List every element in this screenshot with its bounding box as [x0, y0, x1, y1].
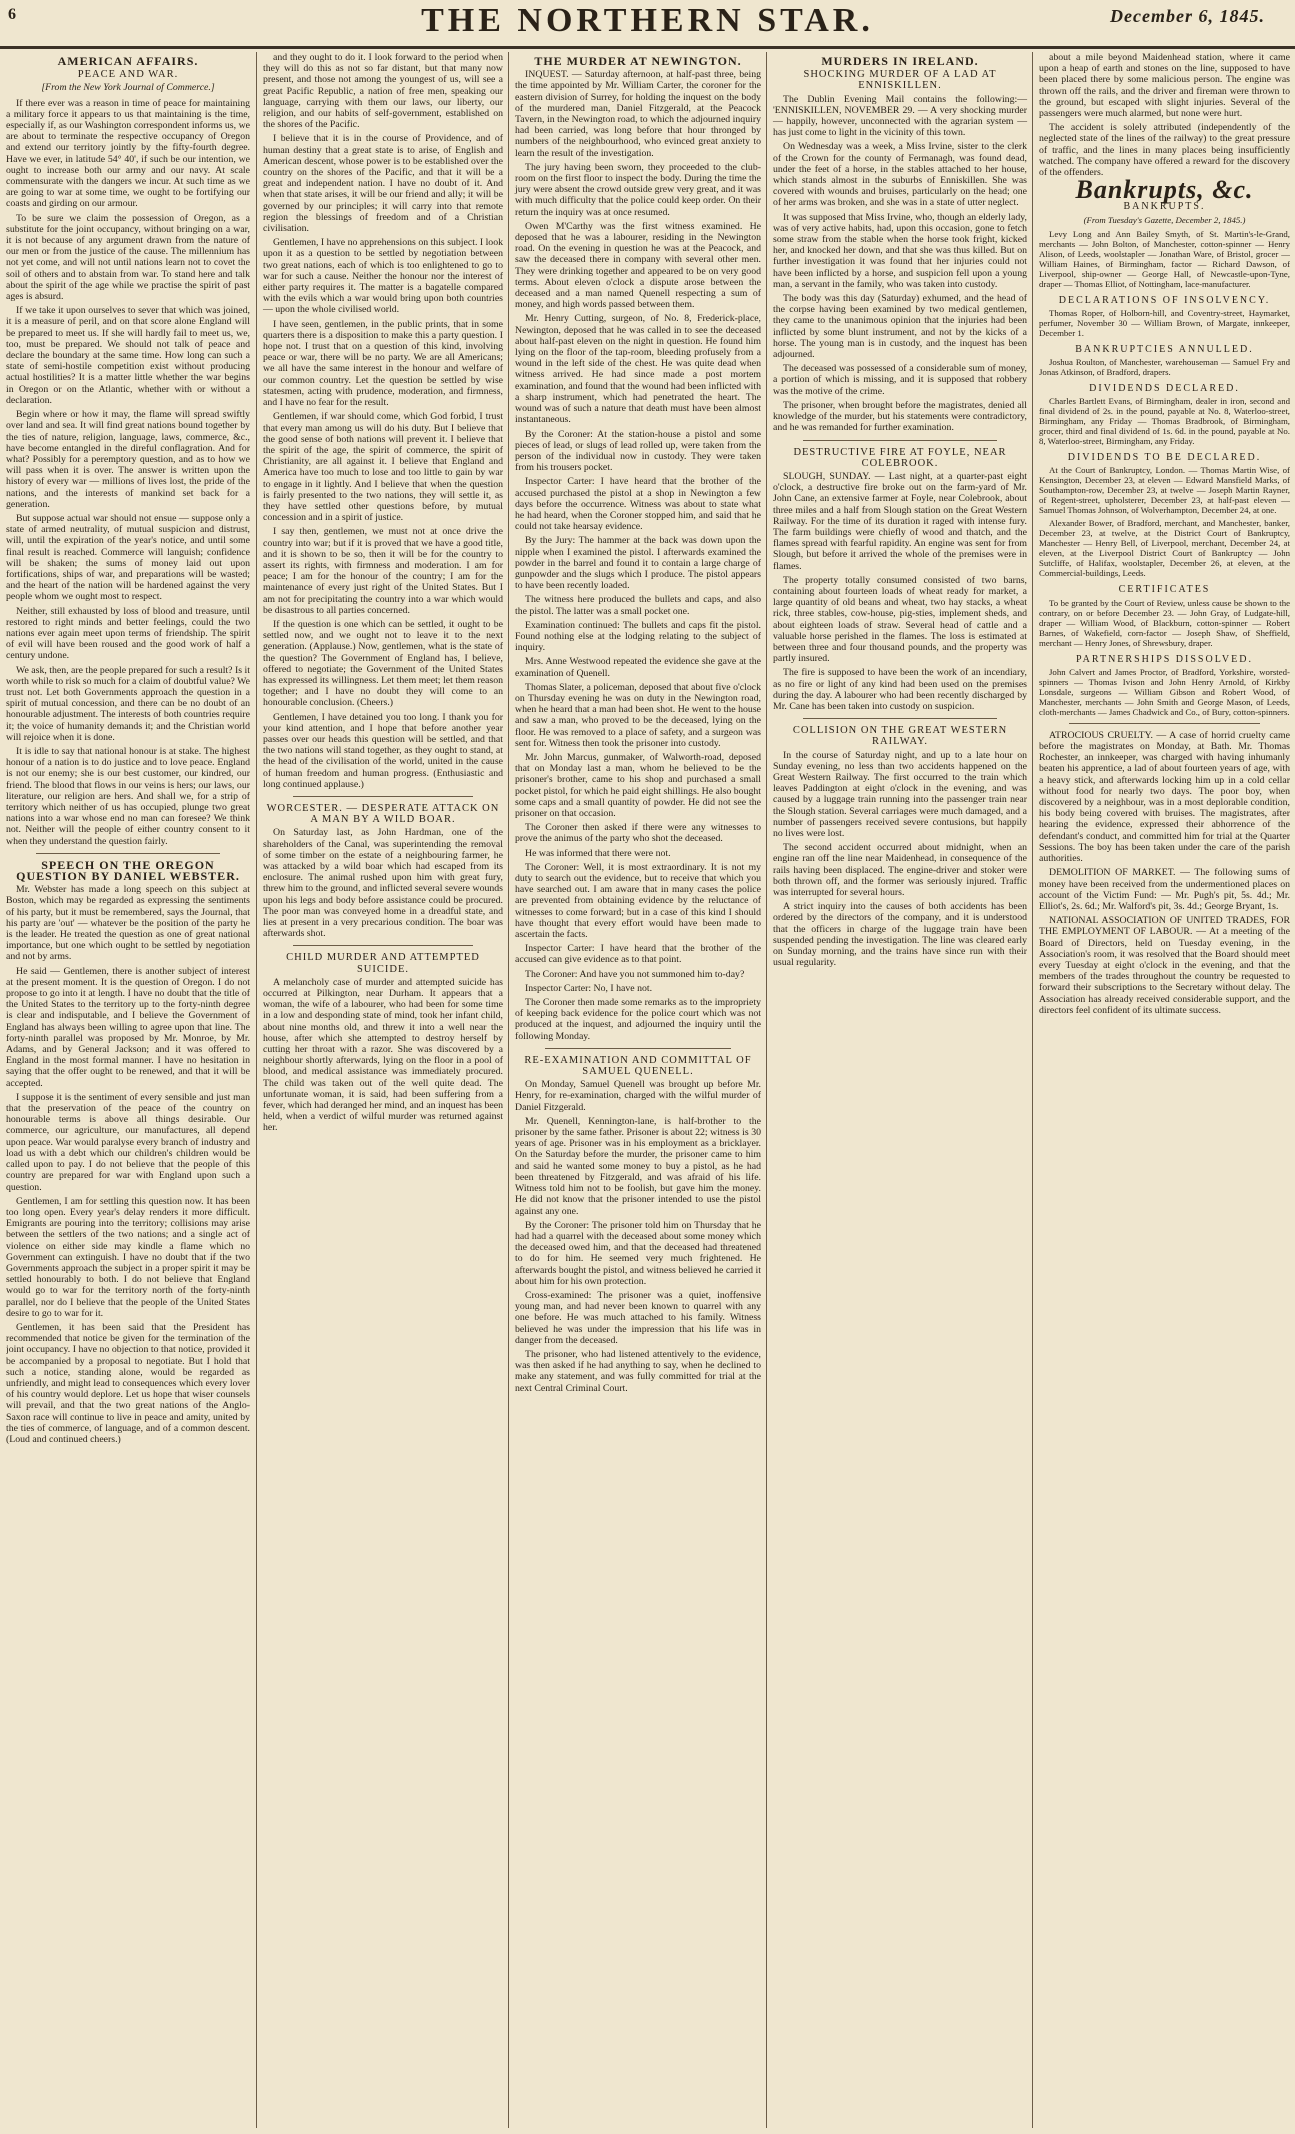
article-divider — [36, 853, 220, 854]
paragraph: Gentlemen, I am for settling this question now. It has been too long open. Every year's delay renders it more difficult. Emigrants are pouring into the territory; collisions may arise between the settlers of the two nations; and a single act of violence on either side may kindle a flame which no Government can extinguish. I have no doubt that if the two Governments approach the subject in a proper spirit it may be settled honourably to both. I do not believe that England would go to war for the territory north of the forty-ninth parallel, nor do I believe that the people of the United States desire to go to war for it. — [6, 1195, 250, 1319]
paragraph: Owen M'Carthy was the first witness examined. He deposed that he was a labourer, residing in the Newington road. On the evening in question he was at the Peacock, and saw the deceased there in company with several other men. They were drinking together and appeared to be on very good terms. About eleven o'clock a dispute arose between the deceased and a man named Quenell respecting a sum of money, and high words passed between them. — [515, 220, 761, 311]
section-subheading: DECLARATIONS OF INSOLVENCY. — [1058, 294, 1271, 306]
paragraph: The Coroner: Well, it is most extraordinary. It is not my duty to search out the evidence, but to receive that which you have searched out. I am aware that in many cases the police are prevented from obtaining evidence by the reluctance of witnesses to come forward; but in a case of this kind I should have thought that every effort would have been made to ascertain the facts. — [515, 861, 761, 941]
section-heading-bankrupts: Bankrupts, &c. — [1075, 175, 1254, 205]
article-heading: DESTRUCTIVE FIRE AT FOYLE, NEAR COLEBROOK. — [793, 446, 1007, 469]
paragraph: But suppose actual war should not ensue — suppose only a state of armed neutrality, of mutual suspicion and distrust, will, until the expiration of the year's notice, and until some final result is reached. Commerce will languish; confidence will be shaken; the sums of money laid out upon fortifications, ships of war, and preparations will be wasted; and the heart of the nation will be hardened against the very people whom we ought most to respect. — [6, 512, 250, 603]
column-4 — [766, 52, 1033, 2128]
column-3 — [508, 52, 767, 2128]
paragraph: Mrs. Anne Westwood repeated the evidence she gave at the examination of Quenell. — [515, 656, 761, 679]
paragraph: Mr. Quenell, Kennington-lane, is half-brother to the prisoner by the same father. Prisoner is about 22; witness is 30 years of age. Prisoner was in his employment as a bricklayer. On the Saturday before the murder, the prisoner came to him and said he wanted some money to buy a pistol, as he had been threatened by Fitzgerald, and was afraid of his life. Witness told him not to be foolish, but gave him the money. He did not know that the prisoner intended to use the pistol against any one. — [515, 1115, 761, 1217]
paragraph: Inspector Carter: No, I have not. — [525, 982, 653, 994]
article-heading: MURDERS IN IRELAND. — [821, 54, 979, 68]
paragraph: INQUEST. — Saturday afternoon, at half-past three, being the time appointed by Mr. William Carter, the coroner for the eastern division of Surrey, for holding the inquest on the body of the murdered man, Daniel Fitzgerald, at the Peacock Tavern, in the Newington road, to which the adjourned inquiry had been carried, was long before that hour thronged by numbers of the neighbourhood, who evinced great anxiety to learn the result of the investigation. — [515, 69, 761, 159]
article-divider — [293, 945, 473, 946]
article-heading: RE-EXAMINATION AND COMMITTAL OF SAMUEL QUENELL. — [524, 1054, 752, 1078]
paragraph: To be granted by the Court of Review, unless cause be shown to the contrary, on or before December 23. — John Gray, of Ludgate-hill, draper — William Wood, of Blackburn, cotton-spinner — Robert Barnes, of Wakefield, corn-factor — Joseph Shaw, of Sheffield, merchant — Henry Jones, of Shrewsbury, draper. — [1039, 597, 1290, 648]
article-subheading: SHOCKING MURDER OF A LAD AT ENNISKILLEN. — [803, 69, 997, 92]
paragraph: Cross-examined: The prisoner was a quiet, inoffensive young man, and had never been known to quarrel with any one before. He was much attached to his family. Witness believed he was under the impression that his life was in danger from the deceased. — [515, 1289, 761, 1346]
paragraph: DEMOLITION OF MARKET. — The following sums of money have been received from the undermentioned places on account of the Victim Fund: — Mr. Pugh's pit, 5s. 4d.; Mr. Elliot's, 2s. 6d.; Mr. Walford's pit, 3s. 4d.; George Bryant, 1s. — [1039, 867, 1290, 912]
article-heading: AMERICAN AFFAIRS. — [57, 54, 199, 68]
paragraph: In the course of Saturday night, and up to a late hour on Sunday evening, no less than two accidents happened on the Great Western Railway. The first occurred to the train which leaves Paddington at eight o'clock in the evening, and was caused by a luggage train running into the passenger train near the Slough station. Several carriages were much damaged, and a number of passengers received severe contusions, but happily no lives were lost. — [773, 749, 1027, 839]
paragraph: I say then, gentlemen, we must not at once drive the country into war; but if it is proved that we have a good title, and it is shown to be so, then it will be for the country to assert its rights, with firmness and moderation. I am for peace; I am for the honour of the country; I am for the maintenance of every just right of the United States. But I am not for precipitating the country into a war which would be disastrous to all parties concerned. — [263, 526, 503, 616]
article-divider — [803, 440, 997, 441]
paragraph: If there ever was a reason in time of peace for maintaining a military force it appears to us that maintaining is the time, especially if, as our Washington correspondent informs us, we are about to terminate the respective occupancy of Oregon and extend our territory jointly by the fifty-fourth degree. Have we ever, in latitude 54° 40', if such be our intention, we ought to increase both our army and our navy. At scale commensurate with the dangers we incur. At such time as we are going to war at some time, we ought to be fortifying our coasts and girding on our armour. — [6, 97, 250, 210]
section-subheading: DIVIDENDS TO BE DECLARED. — [1067, 452, 1262, 464]
page-columns — [6, 52, 1289, 2128]
masthead-rule — [0, 48, 1295, 49]
paragraph: Inspector Carter: I have heard that the brother of the accused can give evidence as to that point. — [515, 943, 761, 966]
paragraph: On Wednesday was a week, a Miss Irvine, sister to the clerk of the Crown for the county of Fermanagh, was found dead, under the feet of a horse, in the stables attached to her house, which stands almost in the suburbs of Enniskillen. She was covered with wounds and bruises, particularly on the head; one of her arms was broken, and she was in a state of utter neglect. — [773, 141, 1027, 209]
paragraph: By the Coroner: The prisoner told him on Thursday that he had had a quarrel with the deceased about some money which the deceased owed him, and that the deceased had threatened to do for him. He seemed very much frightened. He afterwards bought the pistol, and witness believed he carried it about him for his own protection. — [515, 1219, 761, 1287]
article-divider — [293, 796, 473, 797]
paragraph: To be sure we claim the possession of Oregon, as a substitute for the joint occupancy, without bringing on a war, it is not because of any argument drawn from the nature of our men or from the justice of the cause. The millennium has not yet come, and will not until nations learn not to covet the soil of others and to abstain from war. To stand here and talk about the spirit of the age while we practise the spirit of past ages is absurd. — [6, 212, 250, 303]
article-heading: SPEECH ON THE OREGON QUESTION BY DANIEL WEBSTER. — [16, 857, 240, 884]
paragraph: On Monday, Samuel Quenell was brought up before Mr. Henry, for re-examination, charged with the wilful murder of Daniel Fitzgerald. — [515, 1079, 761, 1113]
issue-date: December 6, 1845. — [1110, 6, 1265, 26]
paragraph: He said — Gentlemen, there is another subject of interest at the present moment. It is the question of Oregon. I do not propose to go into it at length. I have no doubt that the title of the United States to the territory up to the forty-ninth degree is clear and indisputable, and I believe the Government of England has always been willing to agree upon that line. The forty-ninth parallel was proposed by Mr. Monroe, by Mr. Adams, and by General Jackson; and it was offered to England in the most formal manner. I have no hesitation in saying that the offer ought to be renewed, and that it will be accepted. — [6, 965, 250, 1089]
section-subheading: BANKRUPTS. — [1123, 201, 1206, 213]
paragraph: Neither, still exhausted by loss of blood and treasure, until restored to right minds and better feelings, could the two nations ever again meet upon terms of friendship. The spirit of evil will have been roused and the good work of half a century undone. — [6, 605, 250, 662]
article-divider — [1069, 723, 1260, 724]
paragraph: Thomas Slater, a policeman, deposed that about five o'clock on Thursday evening he was on duty in the Newington road, when he heard that a man had been shot. He went to the house and saw a man, who proved to be the deceased, lying on the floor. He was removed to a place of safety, and a surgeon was sent for. Witness then took the prisoner into custody. — [515, 681, 761, 749]
paragraph: Mr. John Marcus, gunmaker, of Walworth-road, deposed that on Monday last a man, whom he believed to be the prisoner's brother, came to his shop and purchased a small pocket pistol, for which he paid eight shillings. He also bought some caps and a small quantity of powder. He did not see the prisoner on that occasion. — [515, 751, 761, 819]
section-subheading: DIVIDENDS DECLARED. — [1089, 383, 1240, 395]
paragraph: Begin where or how it may, the flame will spread swiftly over land and sea. It will find great nations bound together by the ties of nature, religion, language, laws, commerce, &c., have become entangled in the direful conflagration. And for what? Possibly for a peremptory question, and as to how we will pass when it is over. The answer is written upon the history of every war — millions of lives lost, the pride of the nations, and the interests of mankind set back for a generation. — [6, 409, 250, 510]
article-subheading: PEACE AND WAR. — [77, 69, 179, 81]
paragraph: By the Jury: The hammer at the back was down upon the nipple when I examined the pistol. I afterwards examined the powder in the barrel and found it to contain a large charge of gunpowder and the slugs which I produce. The pistol appears to have been recently loaded. — [515, 535, 761, 592]
paragraph: By the Coroner: At the station-house a pistol and some pieces of lead, or slugs of lead rolled up, were taken from the person of the individual now in custody. They were taken from his trousers pocket. — [515, 428, 761, 474]
newspaper-title: THE NORTHERN STAR. — [421, 2, 874, 39]
article-source: [From the New York Journal of Commerce.] — [41, 82, 215, 94]
paragraph: I suppose it is the sentiment of every sensible and just man that the preservation of the peace of the country on honourable terms is above all things desirable. Our commerce, our agriculture, our manufactures, all depend upon peace. War would paralyse every branch of industry and load us with a debt which our children's children would be called upon to pay. I do not believe that the people of this country are prepared for war with England upon such a question. — [6, 1091, 250, 1193]
paragraph: Alexander Bower, of Bradford, merchant, and Manchester, banker, December 23, at twelve, at the District Court of Bankruptcy, Manchester — Henry Bell, of Liverpool, merchant, December 24, at eleven, at the Liverpool District Court of Bankruptcy — John Sutcliffe, of Halifax, woolstapler, December 26, at eleven, at the Commercial-buildings, Leeds. — [1039, 518, 1290, 579]
column-5 — [1032, 52, 1290, 2128]
section-subheading: PARTNERSHIPS DISSOLVED. — [1076, 653, 1253, 665]
paragraph: ATROCIOUS CRUELTY. — A case of horrid cruelty came before the magistrates on Monday, at Bath. Mr. Thomas Rochester, an innkeeper, was charged with having inhumanly beaten his apprentice, a lad of about fourteen years of age, with a heavy stick, and afterwards locking him up in a cold cellar without food for nearly two days. The poor boy, when discovered by a neighbour, was in a most deplorable condition, his body being covered with bruises. The magistrates, after hearing the evidence, expressed their abhorrence of the defendant's conduct, and committed him for trial at the Quarter Sessions. The boy has been taken under the care of the parish authorities. — [1039, 729, 1290, 865]
paragraph: The deceased was possessed of a considerable sum of money, a portion of which is missing, and it is supposed that robbery was the motive of the crime. — [773, 363, 1027, 397]
paragraph: A strict inquiry into the causes of both accidents has been ordered by the directors of the company, and it is understood that the officers in charge of the luggage train have been suspended pending the investigation. The line was cleared early on Sunday morning, and the trains have since run with their usual regularity. — [773, 901, 1027, 969]
masthead — [0, 0, 1295, 48]
paragraph: The prisoner, who had listened attentively to the evidence, was then asked if he had anything to say, when he declined to make any statement, and was fully committed for trial at the next Central Criminal Court. — [515, 1348, 761, 1394]
article-heading: COLLISION ON THE GREAT WESTERN RAILWAY. — [792, 725, 1008, 748]
paragraph: The accident is solely attributed (independently of the neglected state of the lines of the railway) to the great pressure of traffic, and the lines in many places being insufficiently watched. The company have offered a reward for the discovery of the offenders. — [1039, 122, 1290, 179]
article-heading: CHILD MURDER AND ATTEMPTED SUICIDE. — [286, 952, 480, 975]
paragraph: Gentlemen, I have no apprehensions on this subject. I look upon it as a question to be settled by negotiation between two great nations, each of which is too enlightened to go to war for such a cause. Neither the honour nor the interest of either party requires it. The matter is a bagatelle compared with the evils which a war would bring upon both countries — upon the whole civilised world. — [263, 237, 503, 316]
paragraph: A melancholy case of murder and attempted suicide has occurred at Pilkington, near Durham. It appears that a woman, the wife of a labourer, who had been for some time in a low and desponding state of mind, took her infant child, about nine months old, and threw it into a well near the house, after which she attempted to destroy herself by cutting her throat with a razor. She was discovered by a neighbour shortly afterwards, lying on the floor in a pool of blood, and medical assistance was immediately procured. The child was taken out of the well quite dead. The unfortunate woman, it is said, had been suffering from a fever, which had deranged her mind, and an inquest has been held, when a verdict of wilful murder was returned against her. — [263, 976, 503, 1134]
paragraph: I believe that it is in the course of Providence, and of human destiny that a great state is to arise, of English and American descent, whose power is to be established over the country on the shores of the Pacific, and that it will be a great and independent nation. I have no doubt of it. And when that state arises, it will be our friend and ally; it will be governed by our principles; it will carry into that remote region the blessings of freedom and of a Christian civilisation. — [263, 133, 503, 235]
paragraph: Examination continued: The bullets and caps fit the pistol. Found nothing else at the lodging relating to the subject of inquiry. — [515, 619, 761, 654]
paragraph: The Coroner then made some remarks as to the impropriety of keeping back evidence for the police court which was not produced at the inquest, and adjourned the inquiry until the following Monday. — [515, 997, 761, 1042]
article-divider — [803, 718, 997, 719]
column-2 — [256, 52, 509, 2128]
paragraph: Gentlemen, it has been said that the President has recommended that notice be given for the termination of the joint occupancy. I have no objection to that notice, provided it be accompanied by a proposal to negotiate. But I hold that such a notice, standing alone, would be regarded as unfriendly, and might lead to consequences which every lover of his country would deplore. Let us hope that wiser counsels will prevail, and that the two great nations of the Anglo-Saxon race will continue to live in peace and amity, united by the ties of commerce, of language, and of a common descent. (Loud and continued cheers.) — [6, 1321, 250, 1445]
article-heading: THE MURDER AT NEWINGTON. — [534, 54, 742, 68]
paragraph: SLOUGH, SUNDAY. — Last night, at a quarter-past eight o'clock, a destructive fire broke out on the farm-yard of Mr. John Cane, an extensive farmer at Foyle, near Colebrook, about three miles and a half from Slough station on the Great Western Railway. For the time of its duration it raged with intense fury. The farm buildings were chiefly of wood and thatch, and the flames spread with fearful rapidity. An engine was sent for from Slough, but before it arrived the whole of the premises were in flames. — [773, 470, 1027, 572]
paragraph: The jury having been sworn, they proceeded to the club-room on the first floor to inspect the body. During the time the jury were absent the crowd outside grew very great, and it was with much difficulty that the police could keep order. On their return the inquiry was at once resumed. — [515, 161, 761, 218]
paragraph: Gentlemen, I have detained you too long. I thank you for your kind attention, and I hope that before another year passes over our heads this question will be settled, and that the two nations will stand together, as they ought to stand, at the head of the civilisation of the world, united in the cause of human freedom and human progress. (Enthusiastic and long continued applause.) — [263, 711, 503, 790]
paragraph: The Coroner: And have you not summoned him to-day? — [525, 968, 745, 980]
section-subheading: BANKRUPTCIES ANNULLED. — [1075, 343, 1254, 355]
paragraph: The Dublin Evening Mail contains the following:— 'ENNISKILLEN, NOVEMBER 29. — A very shocking murder — happily, however, unconnected with the agrarian system — has just come to light in the vicinity of this town. — [773, 93, 1027, 139]
section-subheading: CERTIFICATES — [1118, 584, 1211, 596]
paragraph: It is idle to say that national honour is at stake. The highest honour of a nation is to do justice and to love peace. England is not our enemy; she is our best customer, our kindred, our friend. The blood that flows in our veins is hers; our laws, our literature, our religion are hers. And shall we, for a strip of territory which neither of us has occupied, plunge two great nations into a war whose end no man can foresee? We think not. Neither will the people of either country consent to it when they understand the question fairly. — [6, 745, 250, 847]
paragraph: The Coroner then asked if there were any witnesses to prove the animus of the party who shot the deceased. — [515, 822, 761, 845]
paragraph: Mr. Webster has made a long speech on this subject at Boston, which may be regarded as expressing the sentiments of his party, but it must be remembered, says the Journal, that his party are 'out' — whatever be the position of the party he is the leader. He treated the question as one of great national importance, but one which ought to be settled by negotiation and not by arms. — [6, 884, 250, 963]
paragraph: and they ought to do it. I look forward to the period when they will do this as not so far distant, but that many now present, and those not among the youngest of us, will see a great Pacific Republic, a nation of free men, speaking our language, carrying with them our laws, our liberty, our religion, and our habits of self-government, established on the shores of the Pacific. — [263, 52, 503, 131]
paragraph: The property totally consumed consisted of two barns, containing about fourteen loads of wheat ready for market, a large quantity of old beans and wheat, two hay stacks, a wheat rick, three stables, cow-house, pig-sties, implement sheds, and about eighteen loads of straw. Several head of cattle and a valuable horse perished in the flames. The loss is estimated at between three and four thousand pounds, and the property was partly insured. — [773, 574, 1027, 665]
page-number: 6 — [8, 6, 16, 23]
paragraph: I have seen, gentlemen, in the public prints, that in some quarters there is a disposition to make this a party question. I hope not. I trust that on a question of this kind, involving peace or war, there will be no party. We are all Americans; we all have the same interest in the honour and welfare of our common country. Let the question be settled by wise statesmen, acting with prudence, moderation, and firmness, and I have no fear for the result. — [263, 318, 503, 409]
column-1 — [6, 52, 256, 2128]
paragraph: The witness here produced the bullets and caps, and also the pistol. The latter was a small pocket one. — [515, 594, 761, 617]
paragraph: Inspector Carter: I have heard that the brother of the accused purchased the pistol at a shop in Newington a few days before the occurrence. Witness was about to state what he had heard, when the Coroner stopped him, and said that he could not take hearsay evidence. — [515, 476, 761, 533]
paragraph: Mr. Henry Cutting, surgeon, of No. 8, Frederick-place, Newington, deposed that he was called in to see the deceased about half-past eleven on the night in question. He found him lying on the floor of the tap-room, bleeding profusely from a wound in the left side of the chest. He was quite dead when witness arrived. He had since made a post mortem examination, and found that the wound had been inflicted with a sharp instrument, which had penetrated the heart. The wound was of such a nature that death must have been almost instantaneous. — [515, 313, 761, 426]
paragraph: Thomas Roper, of Holborn-hill, and Coventry-street, Haymarket, perfumer, November 30 — William Brown, of Margate, innkeeper, December 1. — [1039, 307, 1290, 338]
article-divider — [545, 1048, 731, 1049]
paragraph: NATIONAL ASSOCIATION OF UNITED TRADES, FOR THE EMPLOYMENT OF LABOUR. — At a meeting of the Board of Directors, held on Tuesday evening, in the Association's room, it was resolved that the Board should meet every Tuesday at eight o'clock in the evening, and that the members of the trades throughout the country be requested to forward their subscriptions to the Secretary without delay. The Association has already received considerable support, and the directors feel confident of its ultimate success. — [1039, 915, 1290, 1016]
paragraph: On Saturday last, as John Hardman, one of the shareholders of the Canal, was superintending the removal of some timber on the estate of a neighbouring farmer, he was attacked by a wild boar which had escaped from its enclosure. The animal rushed upon him with great fury, threw him to the ground, and inflicted several severe wounds upon his legs and body before assistance could be procured. The poor man was conveyed home in a dreadful state, and lies at present in a very precarious condition. The boar was afterwards shot. — [263, 827, 503, 940]
paragraph: At the Court of Bankruptcy, London. — Thomas Martin Wise, of Kensington, December 23, at eleven — Edward Mansfield Marks, of Southampton-row, December 23, at twelve — Joseph Martin Rayner, of Regent-street, upholsterer, December 23, at half-past eleven — Samuel Thomas Johnson, of Wolverhampton, December 24, at one. — [1039, 465, 1290, 516]
paragraph: Gentlemen, if war should come, which God forbid, I trust that every man among us will do his duty. But I believe that the good sense of both nations will prevent it. I believe that the spirit of the age, the spirit of commerce, the spirit of Christianity, are all against it. I believe that England and America have too much to lose and too little to gain by war to engage in it lightly. And I believe that when the question is fairly presented to the two nations, they will settle it, as they have settled other questions before, by mutual concession and in a spirit of justice. — [263, 411, 503, 524]
paragraph: It was supposed that Miss Irvine, who, though an elderly lady, was of very active habits, had, upon this occasion, gone to fetch some straw from the stable when the horse took fright, kicked her, and knocked her down, and that she was thus killed. But on further investigation it was found that her injuries could not have been inflicted by a horse, and suspicion fell upon a young man, a servant in the family, who was taken into custody. — [773, 211, 1027, 290]
paragraph: If the question is one which can be settled, it ought to be settled now, and we ought not to leave it to the next generation. (Applause.) Now, gentlemen, what is the state of the question? The Government of England has, I believe, offered to negotiate; the Government of the United States has expressed its willingness. Let them meet; let them reason together; and I have no doubt they will come to an honourable conclusion. (Cheers.) — [263, 618, 503, 709]
paragraph: Levy Long and Ann Bailey Smyth, of St. Martin's-le-Grand, merchants — John Bolton, of Manchester, cotton-spinner — Henry Alison, of Leeds, woolstapler — Jonathan Ware, of Bristol, grocer — William Haines, of Birmingham, factor — Richard Dawson, of Liverpool, ship-owner — George Hall, of Newcastle-upon-Tyne, draper — Thomas Elliot, of Nottingham, lace-manufacturer. — [1039, 228, 1290, 289]
paragraph: He was informed that there were not. — [525, 847, 671, 859]
paragraph: The body was this day (Saturday) exhumed, and the head of the corpse having been examined by two medical gentlemen, they came to the unanimous opinion that the injuries had been inflicted by some blunt instrument, and not by the kicks of a horse. The young man is in custody, and the inquest has been adjourned. — [773, 293, 1027, 361]
paragraph: Charles Bartlett Evans, of Birmingham, dealer in iron, second and final dividend of 2s. in the pound, payable at No. 8, Waterloo-street, Birmingham, any Friday — Thomas Bradbrook, of Birmingham, grocer, third and final dividend of 1s. 6d. in the pound, payable at No. 8, Waterloo-street, Birmingham, any Friday. — [1039, 396, 1290, 447]
paragraph: If we take it upon ourselves to sever that which was joined, it is a measure of peril, and on that score alone England will be prepared to meet us. If she will hardly fail to meet us, we, too, must be prepared. We should not talk of peace and declare the boundary at the same time. How long can such a state of semi-hostile competition exist without producing actual hostilities? It is a matter little whether the war begins in Oregon or on the Atlantic, whether with or without a declaration. — [6, 305, 250, 406]
paragraph: Joshua Roulton, of Manchester, warehouseman — Samuel Fry and Jonas Atkinson, of Bradford, drapers. — [1039, 357, 1290, 378]
paragraph: The prisoner, when brought before the magistrates, denied all knowledge of the murder, but his statements were contradictory, and he was remanded for further examination. — [773, 399, 1027, 434]
gazette-source: (From Tuesday's Gazette, December 2, 1845.) — [1083, 214, 1246, 225]
paragraph: The fire is supposed to have been the work of an incendiary, as no fire or light of any kind had been used on the premises during the day. A labourer who had been recently discharged by Mr. Cane has been taken into custody on suspicion. — [773, 667, 1027, 712]
paragraph: John Calvert and James Proctor, of Bradford, Yorkshire, worsted-spinners — Thomas Ivison and John Henry Arnold, of Kirkby Lonsdale, surgeons — William Gibson and Robert Wood, of Manchester, merchants — John Smith and George Mason, of Leeds, cloth-merchants — James Chadwick and Co., of Bury, cotton-spinners. — [1039, 666, 1290, 717]
paragraph: We ask, then, are the people prepared for such a result? Is it worth while to risk so much for a claim of doubtful value? We trust not. Let both Governments approach the question in a spirit of mutual concession, and there can be no doubt of an honourable adjustment. The interests of both countries require it; the voice of humanity demands it; and the Christian world will rejoice when it is done. — [6, 664, 250, 743]
article-heading: WORCESTER. — DESPERATE ATTACK ON A MAN BY A WILD BOAR. — [266, 803, 500, 826]
paragraph: about a mile beyond Maidenhead station, where it came upon a heap of earth and stones on the line, supposed to have been placed there by some malicious person. The engine was thrown off the rails, and the driver and fireman were thrown to the ground, but escaped with slight injuries. Several of the passengers were much alarmed, but none were hurt. — [1039, 52, 1290, 120]
paragraph: The second accident occurred about midnight, when an engine ran off the line near Maidenhead, in consequence of the rails having been displaced. The engine-driver and stoker were both thrown off, and the former was seriously injured. Traffic was interrupted for several hours. — [773, 842, 1027, 899]
